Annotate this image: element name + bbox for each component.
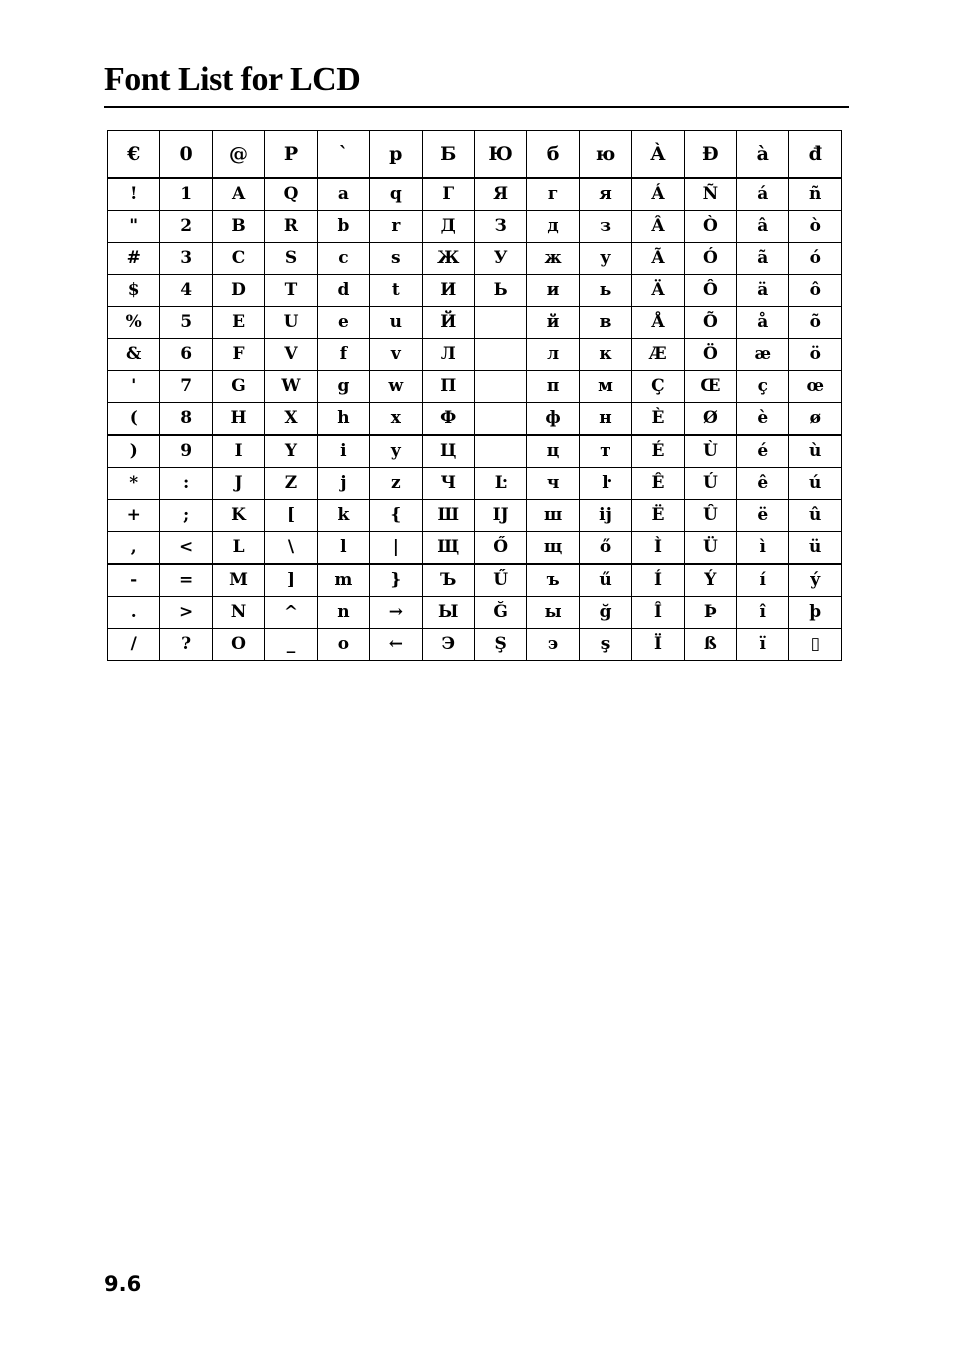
glyph-cell: Ş — [474, 629, 526, 661]
glyph-cell: È — [632, 403, 684, 436]
glyph-cell: B — [212, 211, 264, 243]
glyph-cell: f — [317, 339, 369, 371]
glyph-cell: x — [370, 403, 422, 436]
glyph-cell: Г — [422, 178, 474, 211]
glyph-cell: ï — [737, 629, 789, 661]
table-row — [108, 243, 842, 275]
glyph-cell: v — [370, 339, 422, 371]
glyph-cell: Ó — [684, 243, 736, 275]
glyph-cell: ц — [527, 435, 579, 468]
glyph-cell: å — [737, 307, 789, 339]
glyph-cell: Ü — [684, 532, 736, 565]
glyph-cell: Ø — [684, 403, 736, 436]
glyph-cell: æ — [737, 339, 789, 371]
glyph-cell: 3 — [160, 243, 212, 275]
glyph-cell: ë — [737, 500, 789, 532]
glyph-cell: и — [527, 275, 579, 307]
glyph-cell: î — [737, 597, 789, 629]
glyph-cell: 7 — [160, 371, 212, 403]
glyph-cell: д — [527, 211, 579, 243]
glyph-cell: P — [265, 131, 317, 179]
glyph-cell: r — [370, 211, 422, 243]
glyph-cell: Œ — [684, 371, 736, 403]
glyph-cell: Ñ — [684, 178, 736, 211]
glyph-cell: ó — [789, 243, 842, 275]
glyph-cell: o — [317, 629, 369, 661]
glyph-cell: 2 — [160, 211, 212, 243]
glyph-cell: щ — [527, 532, 579, 565]
glyph-cell: Ф — [422, 403, 474, 436]
glyph-cell: ğ — [579, 597, 631, 629]
table-row — [108, 131, 842, 179]
glyph-cell: Õ — [684, 307, 736, 339]
glyph-cell: ã — [737, 243, 789, 275]
glyph-cell: Э — [422, 629, 474, 661]
glyph-cell: _ — [265, 629, 317, 661]
glyph-cell: í — [737, 564, 789, 597]
glyph-cell: Я — [474, 178, 526, 211]
glyph-cell: M — [212, 564, 264, 597]
glyph-cell: H — [212, 403, 264, 436]
glyph-cell — [474, 307, 526, 339]
glyph-cell: ä — [737, 275, 789, 307]
table-row — [108, 211, 842, 243]
glyph-cell: Ь — [474, 275, 526, 307]
glyph-cell: F — [212, 339, 264, 371]
glyph-cell: ` — [317, 131, 369, 179]
glyph-cell: V — [265, 339, 317, 371]
glyph-cell: â — [737, 211, 789, 243]
glyph-cell: ú — [789, 468, 842, 500]
glyph-cell: { — [370, 500, 422, 532]
glyph-cell: € — [108, 131, 160, 179]
glyph-cell: Л — [422, 339, 474, 371]
glyph-cell: Þ — [684, 597, 736, 629]
glyph-cell: Щ — [422, 532, 474, 565]
glyph-cell: Й — [422, 307, 474, 339]
glyph-cell: ь — [579, 275, 631, 307]
glyph-cell: ( — [108, 403, 160, 436]
glyph-cell: 9 — [160, 435, 212, 468]
glyph-cell: | — [370, 532, 422, 565]
glyph-cell: u — [370, 307, 422, 339]
glyph-cell: Q — [265, 178, 317, 211]
glyph-cell: d — [317, 275, 369, 307]
glyph-cell: - — [108, 564, 160, 597]
glyph-cell: á — [737, 178, 789, 211]
glyph-cell: L — [212, 532, 264, 565]
glyph-cell: / — [108, 629, 160, 661]
glyph-cell: C — [212, 243, 264, 275]
glyph-cell: Ч — [422, 468, 474, 500]
glyph-cell: Ĳ — [474, 500, 526, 532]
glyph-cell: + — [108, 500, 160, 532]
glyph-cell: ж — [527, 243, 579, 275]
glyph-cell: у — [579, 243, 631, 275]
glyph-cell: Û — [684, 500, 736, 532]
glyph-cell: → — [370, 597, 422, 629]
glyph-cell: X — [265, 403, 317, 436]
glyph-cell: é — [737, 435, 789, 468]
glyph-cell: й — [527, 307, 579, 339]
glyph-cell — [474, 403, 526, 436]
glyph-cell: = — [160, 564, 212, 597]
glyph-cell: И — [422, 275, 474, 307]
table-row — [108, 629, 842, 661]
glyph-cell: è — [737, 403, 789, 436]
glyph-cell: Ú — [684, 468, 736, 500]
glyph-cell: ; — [160, 500, 212, 532]
glyph-cell — [474, 435, 526, 468]
glyph-cell: N — [212, 597, 264, 629]
glyph-cell: p — [370, 131, 422, 179]
glyph-cell: a — [317, 178, 369, 211]
glyph-cell: t — [370, 275, 422, 307]
glyph-cell: ø — [789, 403, 842, 436]
glyph-cell: в — [579, 307, 631, 339]
glyph-cell: q — [370, 178, 422, 211]
glyph-cell: , — [108, 532, 160, 565]
glyph-cell: Ã — [632, 243, 684, 275]
glyph-cell: h — [317, 403, 369, 436]
table-row — [108, 500, 842, 532]
glyph-cell: з — [579, 211, 631, 243]
glyph-cell: c — [317, 243, 369, 275]
glyph-cell: ù — [789, 435, 842, 468]
glyph-cell: j — [317, 468, 369, 500]
glyph-cell: Ц — [422, 435, 474, 468]
glyph-cell: ş — [579, 629, 631, 661]
table-row — [108, 597, 842, 629]
glyph-cell: ö — [789, 339, 842, 371]
glyph-cell: Z — [265, 468, 317, 500]
glyph-cell: ^ — [265, 597, 317, 629]
glyph-cell: O — [212, 629, 264, 661]
glyph-cell: к — [579, 339, 631, 371]
glyph-cell: i — [317, 435, 369, 468]
title-rule — [104, 106, 849, 108]
glyph-cell: Ğ — [474, 597, 526, 629]
glyph-cell: & — [108, 339, 160, 371]
glyph-cell: D — [212, 275, 264, 307]
glyph-cell: * — [108, 468, 160, 500]
glyph-cell: Î — [632, 597, 684, 629]
glyph-cell: . — [108, 597, 160, 629]
glyph-cell: Æ — [632, 339, 684, 371]
glyph-cell: Ő — [474, 532, 526, 565]
glyph-cell: ? — [160, 629, 212, 661]
glyph-cell: Ù — [684, 435, 736, 468]
glyph-cell: J — [212, 468, 264, 500]
glyph-cell: г — [527, 178, 579, 211]
glyph-cell: # — [108, 243, 160, 275]
font-table — [107, 130, 842, 661]
table-row — [108, 178, 842, 211]
glyph-cell: Ç — [632, 371, 684, 403]
glyph-cell: Ш — [422, 500, 474, 532]
glyph-cell: $ — [108, 275, 160, 307]
glyph-cell: < — [160, 532, 212, 565]
glyph-cell: [ — [265, 500, 317, 532]
table-row — [108, 371, 842, 403]
glyph-cell: À — [632, 131, 684, 179]
glyph-cell: þ — [789, 597, 842, 629]
glyph-cell: т — [579, 435, 631, 468]
glyph-cell: ű — [579, 564, 631, 597]
table-row — [108, 435, 842, 468]
glyph-cell: @ — [212, 131, 264, 179]
glyph-cell: A — [212, 178, 264, 211]
glyph-cell: : — [160, 468, 212, 500]
glyph-cell: б — [527, 131, 579, 179]
glyph-cell: ŀ — [579, 468, 631, 500]
glyph-cell: ß — [684, 629, 736, 661]
table-row — [108, 468, 842, 500]
glyph-cell: 6 — [160, 339, 212, 371]
glyph-cell: û — [789, 500, 842, 532]
glyph-cell: đ — [789, 131, 842, 179]
glyph-cell: W — [265, 371, 317, 403]
table-row — [108, 275, 842, 307]
page-number: 9.6 — [104, 1272, 142, 1296]
glyph-cell: Å — [632, 307, 684, 339]
glyph-cell: ! — [108, 178, 160, 211]
glyph-cell: ò — [789, 211, 842, 243]
glyph-cell: ъ — [527, 564, 579, 597]
glyph-cell: ç — [737, 371, 789, 403]
table-row — [108, 307, 842, 339]
glyph-cell: ì — [737, 532, 789, 565]
glyph-cell: Ë — [632, 500, 684, 532]
glyph-cell: э — [527, 629, 579, 661]
glyph-cell: " — [108, 211, 160, 243]
glyph-cell: П — [422, 371, 474, 403]
glyph-cell: Ê — [632, 468, 684, 500]
glyph-cell: Ò — [684, 211, 736, 243]
glyph-cell: ф — [527, 403, 579, 436]
glyph-cell: н — [579, 403, 631, 436]
glyph-cell: œ — [789, 371, 842, 403]
glyph-cell: n — [317, 597, 369, 629]
glyph-cell: я — [579, 178, 631, 211]
glyph-cell: ы — [527, 597, 579, 629]
glyph-cell: ý — [789, 564, 842, 597]
glyph-cell: Ð — [684, 131, 736, 179]
glyph-cell — [474, 339, 526, 371]
glyph-cell: w — [370, 371, 422, 403]
glyph-cell: S — [265, 243, 317, 275]
glyph-cell: м — [579, 371, 631, 403]
glyph-cell: Â — [632, 211, 684, 243]
font-table-body — [108, 131, 842, 661]
glyph-cell: 1 — [160, 178, 212, 211]
page-title: Font List for LCD — [104, 61, 361, 98]
glyph-cell: ê — [737, 468, 789, 500]
glyph-cell: Ý — [684, 564, 736, 597]
glyph-cell: \ — [265, 532, 317, 565]
glyph-cell: Ŀ — [474, 468, 526, 500]
table-row — [108, 532, 842, 565]
glyph-cell: Á — [632, 178, 684, 211]
glyph-cell: Ю — [474, 131, 526, 179]
glyph-cell: Ű — [474, 564, 526, 597]
glyph-cell: z — [370, 468, 422, 500]
glyph-cell: ü — [789, 532, 842, 565]
glyph-cell: п — [527, 371, 579, 403]
glyph-cell: I — [212, 435, 264, 468]
glyph-cell: Ô — [684, 275, 736, 307]
glyph-cell: T — [265, 275, 317, 307]
glyph-cell: ▯ — [789, 629, 842, 661]
glyph-cell: Ъ — [422, 564, 474, 597]
glyph-cell: à — [737, 131, 789, 179]
glyph-cell: 5 — [160, 307, 212, 339]
glyph-cell: Ì — [632, 532, 684, 565]
glyph-cell: У — [474, 243, 526, 275]
glyph-cell: ] — [265, 564, 317, 597]
glyph-cell: G — [212, 371, 264, 403]
glyph-cell: л — [527, 339, 579, 371]
glyph-cell: K — [212, 500, 264, 532]
glyph-cell: ő — [579, 532, 631, 565]
table-row — [108, 564, 842, 597]
glyph-cell: R — [265, 211, 317, 243]
glyph-cell: Б — [422, 131, 474, 179]
glyph-cell: y — [370, 435, 422, 468]
glyph-cell: Í — [632, 564, 684, 597]
glyph-cell: % — [108, 307, 160, 339]
glyph-cell: Ж — [422, 243, 474, 275]
glyph-cell: Y — [265, 435, 317, 468]
glyph-cell: k — [317, 500, 369, 532]
glyph-cell: } — [370, 564, 422, 597]
glyph-cell: ю — [579, 131, 631, 179]
glyph-cell: 8 — [160, 403, 212, 436]
glyph-cell: ← — [370, 629, 422, 661]
glyph-cell: e — [317, 307, 369, 339]
glyph-cell: Ы — [422, 597, 474, 629]
glyph-cell: 0 — [160, 131, 212, 179]
glyph-cell: É — [632, 435, 684, 468]
glyph-cell: ô — [789, 275, 842, 307]
glyph-cell: m — [317, 564, 369, 597]
glyph-cell: З — [474, 211, 526, 243]
glyph-cell: 4 — [160, 275, 212, 307]
table-row — [108, 403, 842, 436]
glyph-cell: E — [212, 307, 264, 339]
glyph-cell: Ï — [632, 629, 684, 661]
glyph-cell: ĳ — [579, 500, 631, 532]
glyph-cell: ч — [527, 468, 579, 500]
glyph-cell: l — [317, 532, 369, 565]
glyph-cell: > — [160, 597, 212, 629]
glyph-cell: Д — [422, 211, 474, 243]
glyph-cell: Ö — [684, 339, 736, 371]
glyph-cell: s — [370, 243, 422, 275]
glyph-cell: g — [317, 371, 369, 403]
glyph-cell: ) — [108, 435, 160, 468]
glyph-cell: õ — [789, 307, 842, 339]
glyph-cell: U — [265, 307, 317, 339]
glyph-cell: ' — [108, 371, 160, 403]
glyph-cell: ñ — [789, 178, 842, 211]
table-row — [108, 339, 842, 371]
glyph-cell: Ä — [632, 275, 684, 307]
glyph-cell: ш — [527, 500, 579, 532]
glyph-cell — [474, 371, 526, 403]
glyph-cell: b — [317, 211, 369, 243]
